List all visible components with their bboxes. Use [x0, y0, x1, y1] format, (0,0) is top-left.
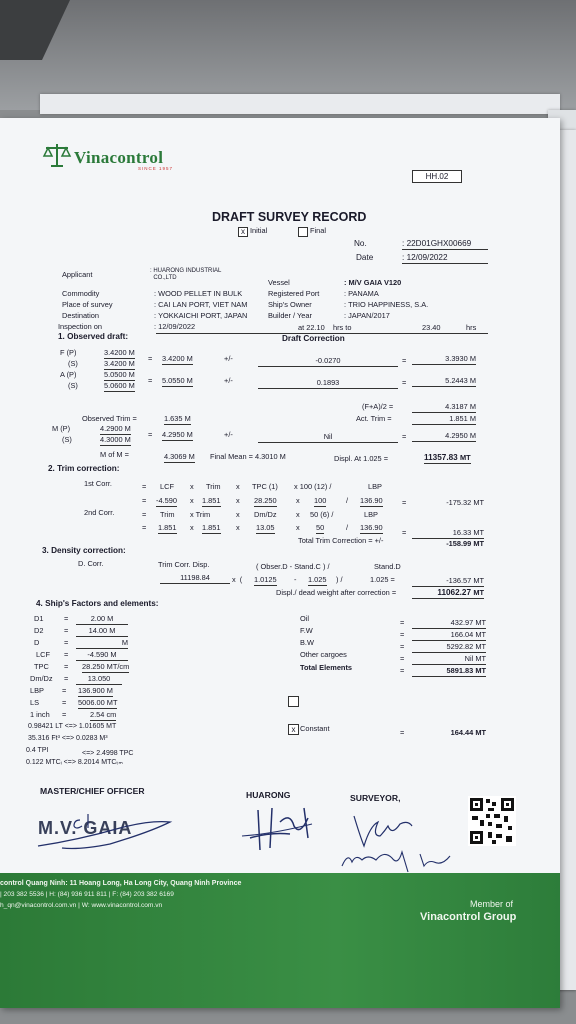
brand-name: Vinacontrol [74, 148, 164, 167]
density-result: -136.57 MT [412, 576, 484, 587]
footer-band [0, 873, 560, 1008]
r2-trim2: 1.851 [202, 523, 221, 532]
document-page [0, 118, 560, 1008]
m-correction: Nil [258, 432, 398, 443]
r1-slash: / [346, 496, 349, 505]
port-label: Registered Port [268, 289, 320, 298]
oil-eq: = [400, 618, 405, 627]
d-close: ) / [336, 575, 343, 584]
obser-label: ( Obser.D - Stand.C ) / [256, 562, 330, 571]
h1-lbp: LBP [368, 482, 382, 491]
h2-xtrim: x Trim [190, 510, 211, 519]
qr-code-icon [468, 796, 516, 846]
tpc-value: 28.250 MT/cm [82, 662, 130, 671]
displ-label: Displ. At 1.025 = [334, 454, 389, 463]
trim-correction-heading: 2. Trim correction: [48, 464, 120, 473]
f-correction: -0.0270 [258, 356, 398, 367]
vessel-label: Vessel [268, 278, 290, 287]
f-result: 3.3930 M [412, 354, 476, 365]
no-value: : 22D01GHX00669 [402, 239, 488, 250]
fs-value: 3.4200 M [104, 359, 135, 368]
h1-x2: x [236, 482, 240, 491]
h1-x1: x [190, 482, 194, 491]
d-corr-label: D. Corr. [78, 559, 104, 568]
footer-phone: | 203 382 5536 | H: (84) 936 911 811 | F: (84) 203 382 6169 [0, 891, 174, 898]
a-result: 5.2443 M [412, 376, 476, 387]
density-heading: 3. Density correction: [42, 546, 126, 555]
d1-value: 2.00 M [76, 614, 128, 625]
date-value: : 12/09/2022 [402, 253, 488, 264]
ap-value: 5.0500 M [104, 370, 135, 379]
oil-label: Oil [300, 614, 310, 623]
lcf-eq: = [64, 650, 69, 659]
h2-dmdz: Dm/Dz [254, 510, 277, 519]
inspection-to: 23.40 [422, 323, 441, 332]
ls-eq: = [62, 698, 67, 707]
inch-value: 2.54 cm [90, 710, 117, 719]
m-eq: = [148, 430, 153, 439]
lbp-eq: = [62, 686, 67, 695]
inspection-value: : 12/09/2022 [154, 322, 196, 331]
conversion-ft3: 35.316 Ft³ <=> 0.0283 M³ [28, 735, 108, 742]
mofm-label: M of M = [100, 450, 129, 459]
d2-eq: = [64, 626, 69, 635]
act-trim-label: Act. Trim = [356, 414, 392, 423]
trim-corr-disp-value: 11198.84 [160, 573, 230, 584]
constant-checkbox[interactable]: x [288, 724, 299, 735]
d2-value: 14.00 M [76, 626, 128, 637]
m-result: 4.2950 M [412, 431, 476, 442]
d-mult: x ( [232, 575, 243, 584]
huarong-label: HUARONG [246, 790, 291, 800]
destination-value: : YOKKAICHI PORT, JAPAN [154, 311, 248, 320]
first-corr-label: 1st Corr. [84, 479, 112, 488]
d1-label: D1 [34, 614, 44, 623]
r1-x2: x [236, 496, 240, 505]
r1-result: -175.32 MT [446, 498, 484, 507]
owner-value: : TRIO HAPPINESS, S.A. [344, 300, 429, 309]
after-value: 11062.27 MT [412, 588, 484, 599]
owner-label: Ship's Owner [268, 300, 312, 309]
vinacontrol-logo-icon [42, 142, 72, 168]
stand-d-value: 1.025 = [370, 575, 395, 584]
builder-value: : JAPAN/2017 [344, 311, 390, 320]
r1-res-eq: = [402, 498, 407, 507]
total-elements-value: 5891.83 MT [412, 666, 486, 677]
second-corr-label: 2nd Corr. [84, 508, 115, 517]
d1-eq: = [64, 614, 69, 623]
final-mean: Final Mean = 4.3010 M [210, 452, 286, 461]
h1-lcf: LCF [160, 482, 174, 491]
fp-value: 3.4200 M [104, 348, 135, 357]
other-label: Other cargoes [300, 650, 347, 659]
c2-eq: = [142, 510, 147, 519]
f-res-eq: = [402, 356, 407, 365]
ls-label: LS [30, 698, 40, 707]
m-pm: +/- [224, 430, 233, 439]
as-label: (S) [68, 381, 78, 390]
mp-label: M (P) [52, 424, 71, 433]
constant-value: 164.44 MT [450, 728, 486, 737]
total-trim-label: Total Trim Correction = +/- [298, 536, 384, 545]
surveyor-signature-icon [340, 808, 460, 878]
oil-value: 432.97 MT [412, 618, 486, 629]
h1-100: x 100 (12) / [294, 482, 332, 491]
lcf-label: LCF [36, 650, 50, 659]
observed-draft-heading: 1. Observed draft: [58, 332, 129, 341]
r2-res-eq: = [402, 528, 407, 537]
r2-50: 50 [316, 523, 325, 532]
place-value: : CAI LAN PORT, VIET NAM [154, 300, 248, 309]
stand-label: Stand.D [374, 562, 401, 571]
other-eq: = [400, 654, 405, 663]
initial-label: Initial [250, 226, 268, 235]
no-label: No. [354, 239, 367, 248]
r1-lcf: -4.590 [156, 496, 177, 505]
page-title: DRAFT SURVEY RECORD [212, 210, 367, 224]
ls-value: 5006.00 MT [78, 698, 118, 707]
lbp-value: 136.900 M [78, 686, 113, 695]
ms-label: (S) [62, 435, 72, 444]
constant-label: Constant [300, 724, 330, 733]
commodity-value: : WOOD PELLET IN BULK [154, 289, 243, 298]
r1-trim: 1.851 [202, 496, 221, 505]
r2-eq: = [142, 523, 147, 532]
r2-x1: x [190, 523, 194, 532]
m-mean: 4.2950 M [162, 430, 193, 439]
ships-factors-heading: 4. Ship's Factors and elements: [36, 599, 159, 608]
after-label: Displ./ dead weight after correction = [276, 588, 397, 597]
bw-label: B.W [300, 638, 314, 647]
r2-dmdz: 13.05 [256, 523, 275, 532]
inch-eq: = [62, 710, 67, 719]
conversion-lt: 0.98421 LT <=> 1.01605 MT [28, 723, 117, 730]
r2-trim: 1.851 [158, 523, 177, 532]
dmdz-value: 13.050 [76, 674, 122, 685]
d-minus: - [294, 575, 297, 584]
footer-address: control Quang Ninh: 11 Hoang Long, Ha Long City, Quang Ninh Province [0, 880, 242, 887]
d-value: M [76, 638, 128, 649]
master-signature-icon [30, 808, 180, 853]
date-label: Date [356, 253, 374, 262]
fw-eq: = [400, 630, 405, 639]
inspection-hrs: hrs [466, 323, 477, 332]
a-pm: +/- [224, 376, 233, 385]
a-res-eq: = [402, 378, 407, 387]
fw-label: F.W [300, 626, 313, 635]
as-value: 5.0600 M [104, 381, 135, 390]
mp-value: 4.2900 M [100, 424, 131, 433]
d2-label: D2 [34, 626, 44, 635]
r1-eq: = [142, 496, 147, 505]
fp-label: F (P) [60, 348, 77, 357]
total-elements-label: Total Elements [300, 663, 353, 672]
r1-100: 100 [314, 496, 327, 505]
r1-x3: x [296, 496, 300, 505]
total-eq: = [400, 666, 405, 675]
fa2-label: (F+A)/2 = [362, 402, 394, 411]
place-label: Place of survey [62, 300, 113, 309]
r1-lbp: 136.90 [360, 496, 383, 505]
destination-label: Destination [62, 311, 99, 320]
d-label: D [34, 638, 40, 647]
conversion-tpc: <=> 2.4998 TPC [82, 750, 134, 757]
applicant-value: : HUARONG INDUSTRIAL CO.,LTD [150, 268, 222, 281]
bw-value: 5292.82 MT [412, 642, 486, 653]
trim-corr-disp-label: Trim Corr. Disp. [158, 560, 210, 569]
bw-eq: = [400, 642, 405, 651]
obs-trim-label: Observed Trim = [82, 414, 137, 423]
ap-label: A (P) [60, 370, 77, 379]
footer-member-of: Member of [470, 899, 514, 909]
h2-x2: x [296, 510, 300, 519]
fw-value: 166.04 MT [412, 630, 486, 641]
constant-eq: = [400, 728, 405, 737]
stand-c-value: 1.025 [308, 575, 327, 584]
fa2-value: 4.3187 M [412, 402, 476, 413]
r2-result: 16.33 MT [412, 528, 484, 539]
c1-eq: = [142, 482, 147, 491]
r2-x3: x [296, 523, 300, 532]
footer-group: Vinacontrol Group [420, 911, 517, 923]
footer-email: h_qn@vinacontrol.com.vn | W: www.vinacontrol.com.vn [0, 902, 163, 909]
act-trim-value: 1.851 M [412, 414, 476, 425]
r2-slash: / [346, 523, 349, 532]
f-pm: +/- [224, 354, 233, 363]
inspection-label: Inspection on [58, 322, 102, 331]
h2-lbp: LBP [364, 510, 378, 519]
h2-x: x [236, 510, 240, 519]
vessel-value: : M/V GAIA V120 [344, 278, 402, 287]
h1-trim: Trim [206, 482, 221, 491]
f-eq: = [148, 354, 153, 363]
final-label: Final [310, 226, 327, 235]
displ-value: 11357.83 MT [424, 453, 471, 462]
commodity-label: Commodity [62, 289, 100, 298]
r1-tpc: 28.250 [254, 496, 277, 505]
lbp-label: LBP [30, 686, 44, 695]
tpc-eq: = [64, 662, 69, 671]
applicant-label: Applicant [62, 270, 93, 279]
a-correction: 0.1893 [258, 378, 398, 389]
paper-stack-back [40, 94, 560, 114]
a-eq: = [148, 376, 153, 385]
r2-x2: x [236, 523, 240, 532]
dmdz-label: Dm/Dz [30, 674, 53, 683]
huarong-signature-icon [236, 798, 326, 858]
h2-50: 50 (6) / [310, 510, 334, 519]
other-value: Nil MT [412, 654, 486, 665]
inch-label: 1 inch [30, 710, 50, 719]
conversion-tpi: 0.4 TPI [26, 747, 49, 754]
brand-since: SINCE 1957 [138, 166, 174, 171]
form-code: HH.02 [412, 170, 462, 183]
f-mean: 3.4200 M [162, 354, 193, 363]
lcf-value: -4.590 M [76, 650, 128, 661]
d-eq: = [64, 638, 69, 647]
inspection-time: at 22.10 hrs to [298, 323, 352, 332]
builder-label: Builder / Year [268, 311, 312, 320]
master-label: MASTER/CHIEF OFFICER [40, 786, 145, 796]
obser-value: 1.0125 [254, 575, 277, 584]
final-checkbox[interactable] [298, 227, 308, 237]
tpc-label: TPC [34, 662, 49, 671]
h2-trim: Trim [160, 510, 175, 519]
draft-correction-heading: Draft Correction [282, 334, 345, 343]
ship-stamp: M.V. GAIA [38, 818, 133, 838]
m-res-eq: = [402, 432, 407, 441]
r2-lbp: 136.90 [360, 523, 383, 532]
obs-trim-value: 1.635 M [164, 414, 191, 423]
initial-checkbox[interactable]: x [238, 227, 248, 237]
total-trim-value: -158.99 MT [446, 539, 484, 548]
fs-label: (S) [68, 359, 78, 368]
dmdz-eq: = [64, 674, 69, 683]
r1-x1: x [190, 496, 194, 505]
a-mean: 5.0550 M [162, 376, 193, 385]
conversion-mtc: 0.122 MTCᵢ <=> 8.2014 MTCₜₘ [26, 759, 123, 766]
h1-tpc: TPC (1) [252, 482, 278, 491]
port-value: : PANAMA [344, 289, 379, 298]
empty-checkbox[interactable] [288, 696, 299, 707]
surveyor-label: SURVEYOR, [350, 793, 401, 803]
ms-value: 4.3000 M [100, 435, 131, 444]
mofm-value: 4.3069 M [164, 452, 195, 461]
